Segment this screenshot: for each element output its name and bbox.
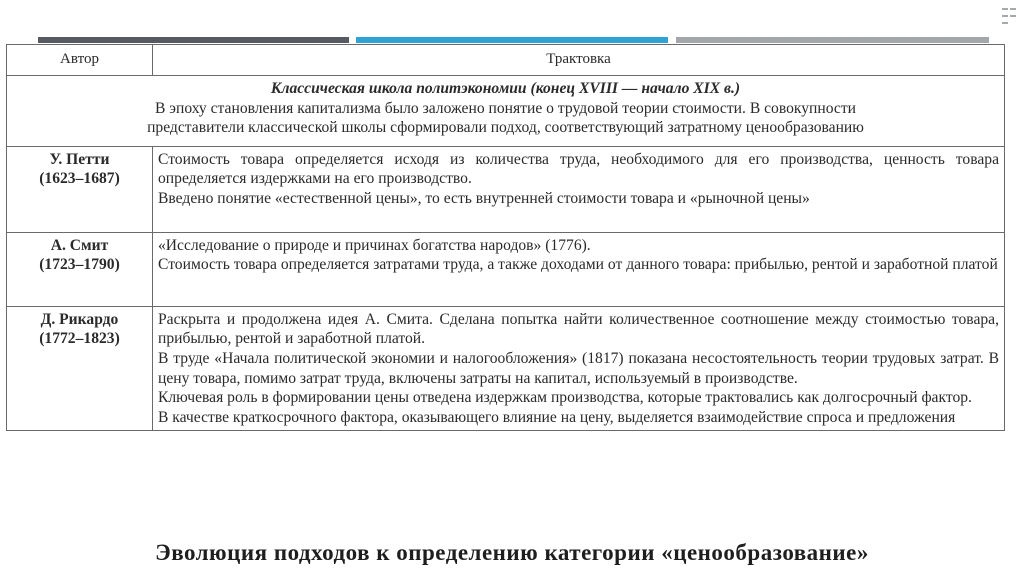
header-interpretation: Трактовка [153,45,1005,76]
section-line: представители классической школы сформировали подход, соответствующий затратному ценообразованию [147,119,864,137]
paragraph: Введено понятие «естественной цены», то есть внутренней стоимости товара и «рыночной цены» [158,189,810,207]
header-author: Автор [7,45,153,76]
author-name: А. Смит [50,236,109,254]
paragraph: Стоимость товара определяется исходя из количества труда, необходимого для его производства, ценность товара определяется издержками на его производство. [158,150,999,188]
paragraph: В труде «Начала политической экономии и налогообложения» (1817) показана несостоятельность теории трудовых затрат. В цену товара, помимо затрат труда, включены затраты на капитал, используемый в производстве. [158,349,999,387]
corner-decoration [1002,6,1018,34]
table-row [7,306,1005,431]
section-title: Классическая школа политэкономии (конец XVIII — начало XIX в.) [270,80,741,97]
table-row [7,146,1005,232]
author-years: (1623–1687) [39,170,120,188]
section-row [7,76,1005,147]
slide-caption: Эволюция подходов к определению категории «ценообразование» [155,540,869,565]
author-cell [7,146,153,232]
interpretation-cell [153,306,1005,431]
accent-bar-blue [356,37,668,43]
paragraph: Ключевая роль в формировании цены отведена издержкам производства, которые трактовались как долгосрочный фактор. [158,389,972,407]
author-cell [7,232,153,306]
author-years: (1723–1790) [39,256,120,274]
interpretation-cell [153,146,1005,232]
author-name: Д. Рикардо [40,310,119,328]
table-row [7,232,1005,306]
paragraph: «Исследование о природе и причинах богатства народов» (1776). [158,236,591,254]
paragraph: Стоимость товара определяется затратами труда, а также доходами от данного товара: прибылью, рентой и заработной платой [158,256,998,274]
table-header-row [7,45,1005,76]
section-line: В эпоху становления капитализма было заложено понятие о трудовой теории стоимости. В совокупности [154,99,856,117]
section-cell [7,76,1005,147]
author-years: (1772–1823) [39,330,120,348]
author-cell [7,306,153,431]
author-name: У. Петти [49,150,110,168]
accent-bar-grey [676,37,989,43]
accent-bar-dark [38,37,349,43]
pricing-approaches-table [6,44,1005,431]
paragraph: Раскрыта и продолжена идея А. Смита. Сделана попытка найти количественное соотношение между стоимостью товара, прибылью, рентой и заработной платой. [158,310,999,348]
interpretation-cell [153,232,1005,306]
paragraph: В качестве краткосрочного фактора, оказывающего влияние на цену, выделяется взаимодействие спроса и предложения [158,408,956,426]
